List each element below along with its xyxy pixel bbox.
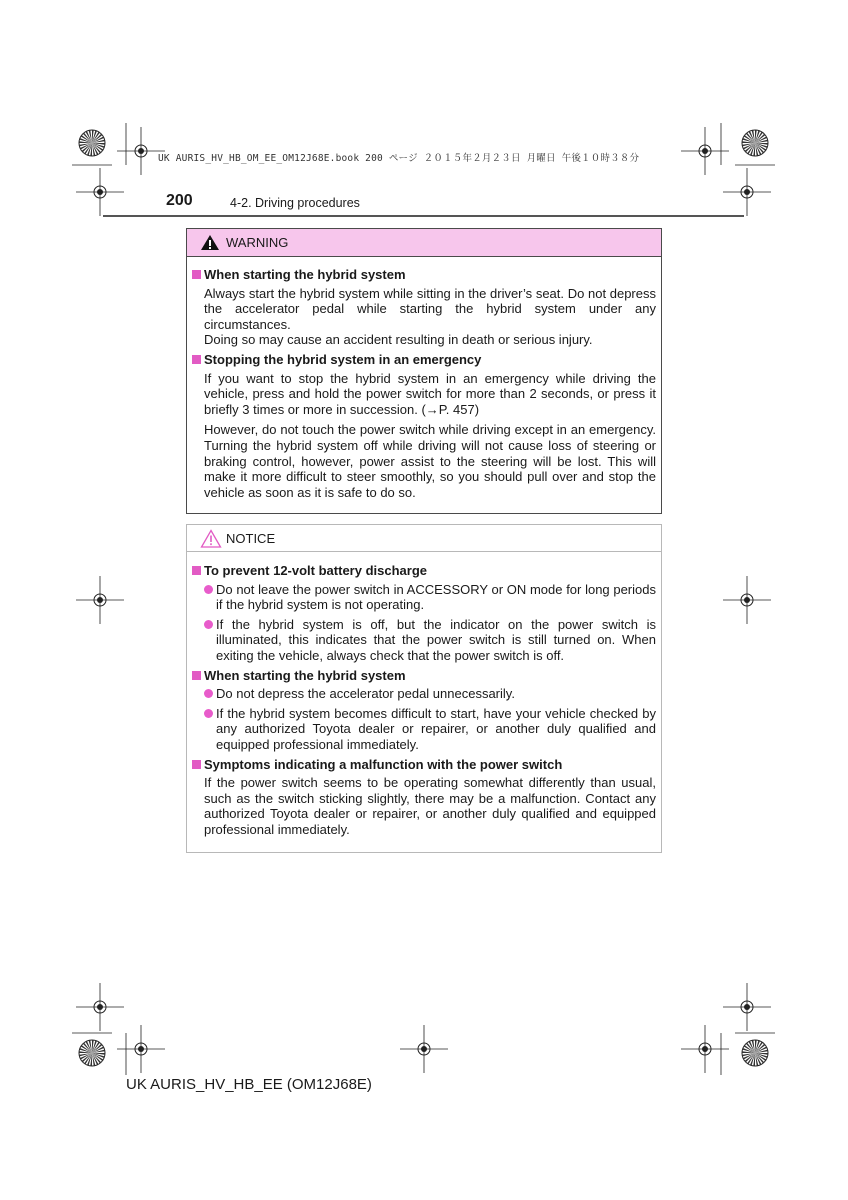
list-item: Do not depress the accelerator pedal unnecessarily. <box>204 686 656 702</box>
star-target-mark <box>79 130 105 156</box>
registration-mark <box>723 168 771 216</box>
notice-box <box>186 524 662 853</box>
registration-mark <box>76 983 124 1031</box>
print-info: UK AURIS_HV_HB_OM_EE_OM12J68E.book 200 ページ ２０１５年２月２３日 月曜日 午後１０時３８分 <box>158 153 640 164</box>
notice-title: NOTICE <box>226 530 276 546</box>
warning-section-body <box>204 371 656 501</box>
warning-section-body <box>204 286 656 348</box>
registration-mark <box>76 576 124 624</box>
paragraph: If you want to stop the hybrid system in an emergency while driving the vehicle, press and hold the power switch for more than 2 seconds, or press it briefly 3 times or more in succession. (→P. 457) <box>204 370 656 417</box>
paragraph: Doing so may cause an accident resulting in death or serious injury. <box>204 332 593 348</box>
notice-section-title: Symptoms indicating a malfunction with the power switch <box>189 757 656 773</box>
registration-mark <box>400 1025 448 1073</box>
square-bullet-icon <box>192 671 201 680</box>
section-title: 4-2. Driving procedures <box>230 196 360 210</box>
warning-section-title: Stopping the hybrid system in an emergency <box>189 352 656 368</box>
registration-mark <box>723 983 771 1031</box>
paragraph: However, do not touch the power switch while driving except in an emergency. Turning the hybrid system off while driving will not cause loss of steering or braking control, however, power assist to the steering will be lost. This will make it more difficult to steer smoothly, so you should pull over and stop the vehicle as soon as it is safe to do so. <box>204 422 656 500</box>
paragraph: Always start the hybrid system while sitting in the driver’s seat. Do not depress the accelerator pedal while starting the hybrid system under any circumstances. <box>204 285 656 332</box>
star-target-mark <box>742 1040 768 1066</box>
warning-section-title: When starting the hybrid system <box>189 267 656 283</box>
list-item: If the hybrid system becomes difficult to start, have your vehicle checked by any authorized Toyota dealer or repairer, or another duly qualified and equipped professional immediately. <box>204 706 656 753</box>
notice-section-title: To prevent 12-volt battery discharge <box>189 563 656 579</box>
list-item: Do not leave the power switch in ACCESSORY or ON mode for long periods if the hybrid system is not operating. <box>204 582 656 613</box>
round-bullet-icon <box>204 620 213 629</box>
square-bullet-icon <box>192 355 201 364</box>
notice-section-title: When starting the hybrid system <box>189 668 656 684</box>
list-item: If the hybrid system is off, but the indicator on the power switch is illuminated, this indicates that the power switch is still turned on. When exiting the vehicle, always check that the power switch is off. <box>204 617 656 664</box>
round-bullet-icon <box>204 585 213 594</box>
registration-mark <box>681 1025 729 1073</box>
registration-mark <box>117 1025 165 1073</box>
footer-model-code: UK AURIS_HV_HB_EE (OM12J68E) <box>126 1076 372 1093</box>
registration-mark <box>723 576 771 624</box>
registration-mark <box>681 127 729 175</box>
warning-title: WARNING <box>226 235 289 250</box>
round-bullet-icon <box>204 689 213 698</box>
warning-icon <box>200 234 220 251</box>
star-target-mark <box>742 130 768 156</box>
caution-icon <box>200 529 222 548</box>
header-rule <box>103 215 744 217</box>
paragraph: If the power switch seems to be operating somewhat differently than usual, such as the switch sticking slightly, there may be a malfunction. Contact any authorized Toyota dealer or repairer, or another duly qualified and equipped professional immediately. <box>204 775 656 837</box>
square-bullet-icon <box>192 760 201 769</box>
square-bullet-icon <box>192 270 201 279</box>
star-target-mark <box>79 1040 105 1066</box>
registration-mark <box>76 168 124 216</box>
round-bullet-icon <box>204 709 213 718</box>
warning-box <box>186 228 662 514</box>
warning-header <box>187 229 661 257</box>
page-number: 200 <box>166 192 193 209</box>
square-bullet-icon <box>192 566 201 575</box>
notice-header <box>187 525 661 552</box>
